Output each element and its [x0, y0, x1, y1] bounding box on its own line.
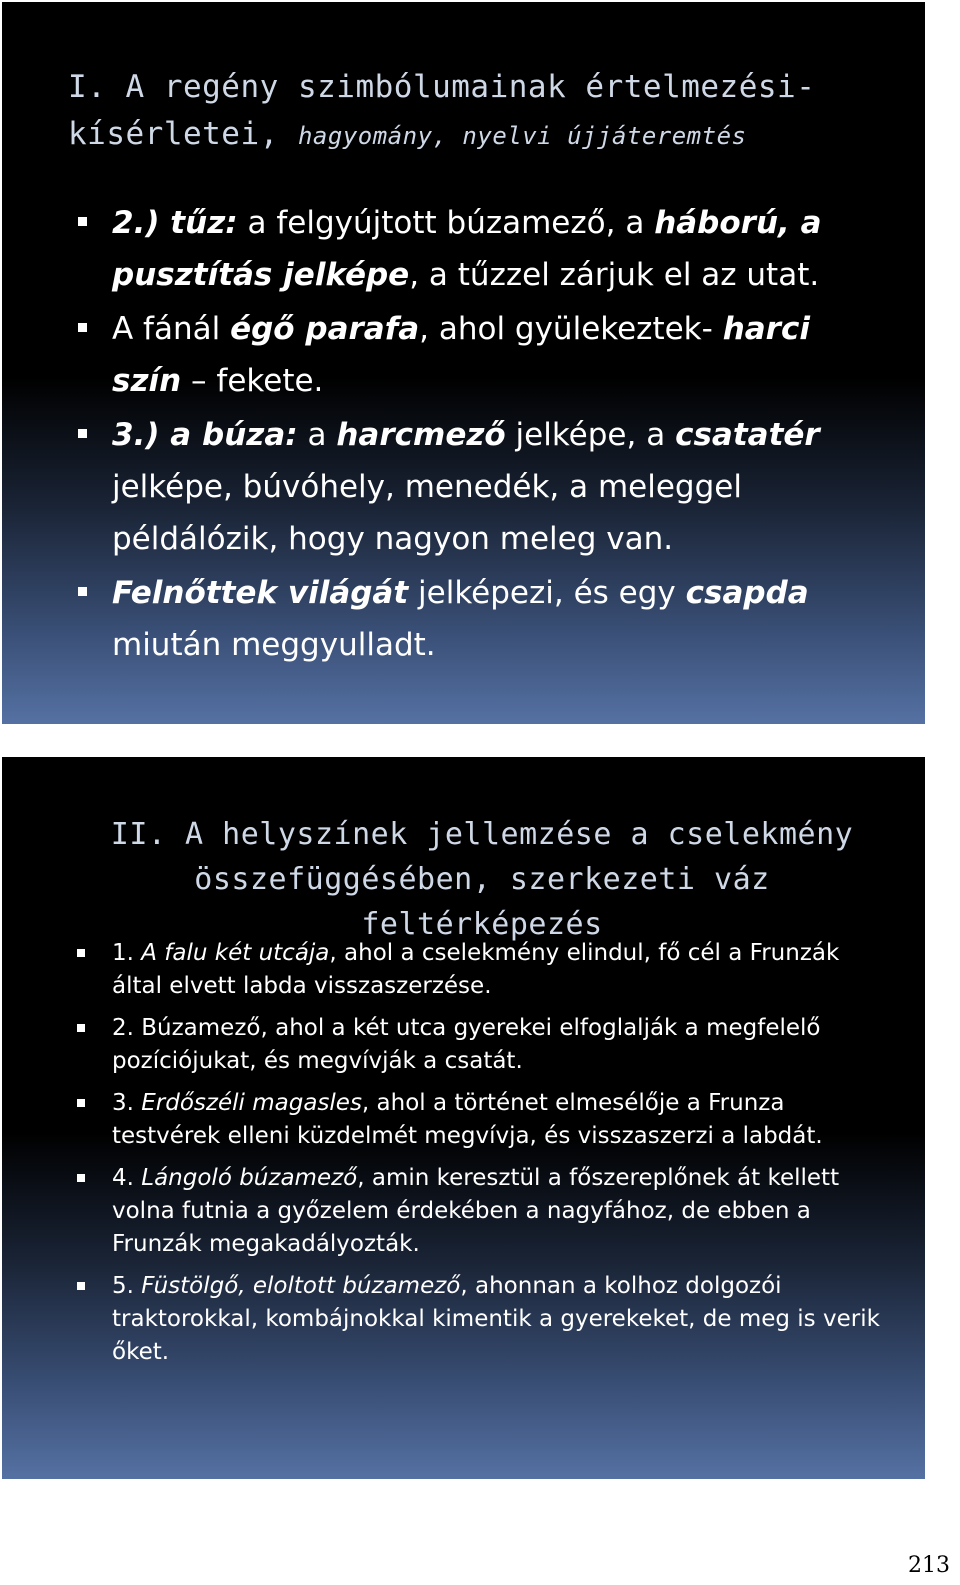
bullet-text-segment: égő parafa: [230, 311, 420, 347]
bullet-square-icon: [78, 217, 87, 226]
bullet-item: [112, 409, 862, 565]
bullet-text-segment: , a tűzzel zárjuk el az utat.: [409, 257, 820, 293]
bullet-item: [112, 303, 862, 407]
slide-2-title-line-1: II. A helyszínek jellemzése a cselekmény: [110, 817, 854, 852]
bullet-item: [112, 1087, 892, 1153]
bullet-square-icon: [77, 1174, 85, 1182]
bullet-text-segment: 2. Búzamező, ahol a két utca gyerekei elfoglalják a megfelelő pozíciójukat, és megvívják a csatát.: [112, 1015, 821, 1074]
bullet-item: [112, 197, 862, 301]
slide-2-title-line-3: feltérképezés: [361, 907, 603, 942]
bullet-square-icon: [77, 1099, 85, 1107]
bullet-text-segment: 3.: [112, 1090, 142, 1116]
slide-1-title-line-2: [68, 111, 898, 160]
bullet-text-segment: csatatér: [675, 417, 820, 453]
bullet-text-segment: 5.: [112, 1273, 142, 1299]
bullet-text-segment: A fánál: [112, 311, 231, 347]
bullet-text-segment: miután meggyulladt.: [112, 627, 436, 663]
bullet-text-segment: , ahol a cselekmény elindul, fő cél a Frunzák által elvett labda visszaszerzése.: [112, 940, 840, 999]
bullet-square-icon: [78, 429, 87, 438]
bullet-text-segment: 1.: [112, 940, 142, 966]
bullet-text-segment: Erdőszéli magasles: [141, 1090, 362, 1116]
bullet-item: [112, 567, 862, 671]
slide-1-title-line-1: I. A regény szimbólumainak értelmezési-: [68, 69, 816, 105]
bullet-item: [112, 1012, 892, 1078]
bullet-square-icon: [77, 1282, 85, 1290]
page-number: 213: [908, 1553, 950, 1578]
bullet-text-segment: csapda: [685, 575, 809, 611]
slide-1-bullet-list: [112, 197, 862, 673]
bullet-item: [112, 937, 892, 1003]
slide-2-title-line-2: összefüggésében, szerkezeti váz: [194, 862, 770, 897]
bullet-text-segment: 4.: [112, 1165, 142, 1191]
bullet-text-segment: Felnőttek világát: [112, 575, 409, 611]
bullet-text-segment: Lángoló búzamező: [141, 1165, 358, 1191]
bullet-text-segment: a: [297, 417, 337, 453]
slide-1-title: [68, 64, 898, 160]
bullet-item: [112, 1270, 892, 1369]
bullet-text-segment: jelképezi, és egy: [408, 575, 686, 611]
bullet-text-segment: háború, a pusztítás jelképe: [112, 205, 822, 293]
bullet-text-segment: A falu két utcája: [141, 940, 330, 966]
bullet-square-icon: [78, 323, 87, 332]
bullet-square-icon: [78, 587, 87, 596]
bullet-text-segment: , ahonnan a kolhoz dolgozói traktorokkal, kombájnokkal kimentik a gyerekeket, de meg is verik őket.: [112, 1273, 880, 1365]
slide-2: [2, 757, 925, 1479]
bullet-item: [112, 1162, 892, 1261]
bullet-square-icon: [77, 1024, 85, 1032]
bullet-text-segment: jelképe, a: [505, 417, 676, 453]
bullet-text-segment: , amin keresztül a főszereplőnek át kellett volna futnia a győzelem érdekében a nagyfához, de ebben a Frunzák megakadályozták.: [112, 1165, 840, 1257]
bullet-text-segment: , ahol gyülekeztek-: [419, 311, 723, 347]
bullet-text-segment: 2.) tűz:: [112, 205, 238, 241]
bullet-text-segment: jelképe, búvóhely, menedék, a meleggel példálózik, hogy nagyon meleg van.: [112, 469, 742, 557]
slide-2-bullet-list: [112, 937, 892, 1378]
bullet-square-icon: [77, 949, 85, 957]
bullet-text-segment: harcmező: [336, 417, 506, 453]
slide-1-title-italic: hagyomány, nyelvi újjáteremtés: [297, 122, 747, 150]
bullet-text-segment: , ahol a történet elmesélője a Frunza testvérek elleni küzdelmét megvívja, és visszaszerzi a labdát.: [112, 1090, 823, 1149]
bullet-text-segment: Füstölgő, eloltott búzamező: [141, 1273, 461, 1299]
bullet-text-segment: a felgyújtott búzamező, a: [237, 205, 655, 241]
bullet-text-segment: 3.) a búza:: [112, 417, 298, 453]
bullet-text-segment: harci szín: [112, 311, 810, 399]
bullet-text-segment: – fekete.: [181, 363, 324, 399]
slide-2-title: [62, 812, 902, 947]
slide-1: [2, 2, 925, 724]
slide-1-title-word: kísérletei,: [68, 116, 279, 152]
